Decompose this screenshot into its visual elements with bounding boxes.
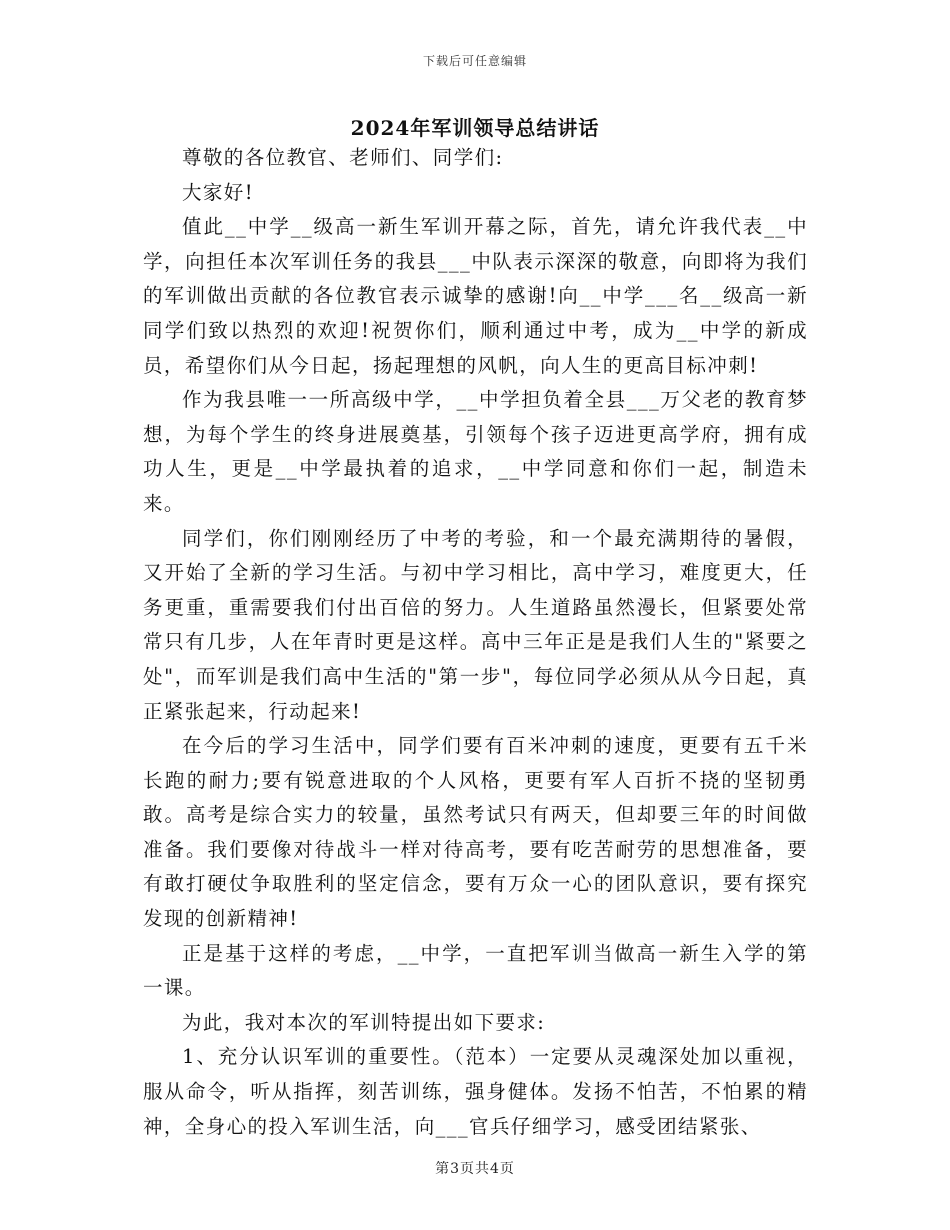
page-number: 第3页共4页 [435,1161,515,1177]
paragraph: 同学们，你们刚刚经历了中考的考验，和一个最充满期待的暑假，又开始了全新的学习生活。与初中学习相比，高中学习，难度更大，任务更重，重需要我们付出百倍的努力。人生道路虽然漫长，但紧要处常常只有几步，人在年青时更是这样。高中三年正是是我们人生的"紧要之处"，而军训是我们高中生活的"第一步"，每位同学必须从从今日起，真正紧张起来，行动起来! [143,526,808,723]
document-title: 2024年军训领导总结讲话 [350,116,600,140]
paragraph-salutation: 尊敬的各位教官、老师们、同学们: [182,146,504,169]
document-body [143,141,808,1144]
page-header-note: 下载后可任意编辑 [422,54,527,68]
paragraph-greeting: 大家好! [182,180,254,204]
paragraph: 为此，我对本次的军训特提出如下要求: [182,1010,546,1034]
paragraph: 值此__中学__级高一新生军训开幕之际，首先，请允许我代表__中学，向担任本次军训任务的我县___中队表示深深的敬意，向即将为我们的军训做出贡献的各位教官表示诚挚的感谢!向__中学___名__级高一新同学们致以热烈的欢迎!祝贺你们，顺利通过中考，成为__中学的新成员，希望你们从今日起，扬起理想的风帆，向人生的更高目标冲刺! [143,215,808,377]
paragraph: 作为我县唯一一所高级中学，__中学担负着全县___万父老的教育梦想，为每个学生的终身进展奠基，引领每个孩子迈进更高学府，拥有成功人生，更是__中学最执着的追求，__中学同意和你们一起，制造未来。 [143,388,808,515]
paragraph-list-item: 1、充分认识军训的重要性。（范本）一定要从灵魂深处加以重视，服从命令，听从指挥，刻苦训练，强身健体。发扬不怕苦，不怕累的精神，全身心的投入军训生活，向___官兵仔细学习，感受团结紧张、 [143,1045,808,1138]
paragraph: 正是基于这样的考虑，__中学，一直把军训当做高一新生入学的第一课。 [143,941,808,1000]
paragraph: 在今后的学习生活中，同学们要有百米冲刺的速度，更要有五千米长跑的耐力;要有锐意进取的个人风格，更要有军人百折不挠的坚韧勇敢。高考是综合实力的较量，虽然考试只有两天，但却要三年的时间做准备。我们要像对待战斗一样对待高考，要有吃苦耐劳的思想准备，要有敢打硬仗争取胜利的坚定信念，要有万众一心的团队意识，要有探究发现的创新精神! [143,734,808,931]
